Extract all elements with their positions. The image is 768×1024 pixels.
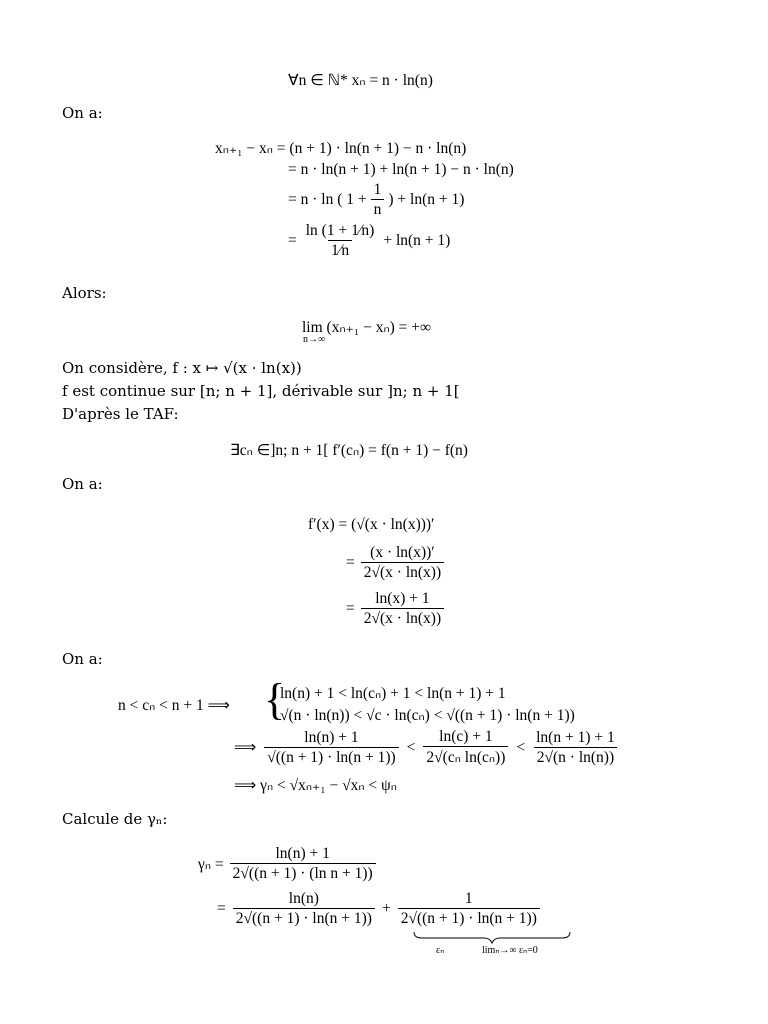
on-a-label-2: On a:: [62, 475, 103, 493]
continuity-line: f est continue sur [n; n + 1], dérivable sur ]n; n + 1[: [62, 382, 460, 400]
g2-f2-denominator: 2√((n + 1) · ln(n + 1)): [398, 908, 540, 928]
d3-numerator: 1: [373, 181, 382, 198]
difference-line-2: = n · ln(n + 1) + ln(n + 1) − n · ln(n): [288, 161, 514, 178]
calcule-label: Calcule de γₙ:: [62, 810, 168, 828]
alors-label: Alors:: [62, 284, 107, 302]
g2-plus: +: [381, 900, 391, 917]
inequality-left: n < cₙ < n + 1 ⟹: [118, 697, 230, 714]
imp2-lt-1: <: [406, 738, 416, 756]
d4-eq: =: [288, 232, 297, 249]
g1-fraction: [230, 845, 376, 883]
inequality-row-1: ln(n) + 1 < ln(cₙ) + 1 < ln(n + 1) + 1: [280, 685, 506, 702]
imp2-f3-numerator: ln(n + 1) + 1: [536, 728, 615, 746]
fp2-denominator: 2√(x · ln(x)): [361, 562, 444, 582]
fp2-fraction: [361, 544, 444, 582]
limit-line: lim (xₙ₊₁ − xₙ) = +∞: [302, 319, 432, 336]
imp2-fraction-2: [423, 728, 508, 767]
fp3-eq: =: [346, 600, 355, 617]
implication-line-2: [234, 728, 618, 767]
system-brace: {: [264, 675, 286, 724]
imp2-f2-denominator: 2√(cₙ ln(cₙ)): [423, 746, 508, 767]
g2-fraction-2: [398, 890, 540, 928]
imp2-fraction-1: [264, 729, 398, 767]
implication-line-3: ⟹ γₙ < √xₙ₊₁ − √xₙ < ψₙ: [234, 777, 397, 794]
taf-line: D'après le TAF:: [62, 405, 179, 423]
d4-fraction: [303, 222, 378, 260]
d3-fraction: [371, 181, 385, 219]
imp2-fraction-3: [533, 729, 618, 767]
inequality-row-2: √(n · ln(n)) < √c · ln(cₙ) < √((n + 1) · ln(n + 1)): [280, 707, 575, 724]
d3-left: = n · ln ( 1 +: [288, 191, 367, 208]
on-a-label-3: On a:: [62, 650, 103, 668]
derivative-line-2: [346, 544, 444, 582]
g2-f1-numerator: ln(n): [288, 890, 319, 907]
fp3-fraction: [361, 590, 444, 628]
imp2-f1-numerator: ln(n) + 1: [304, 728, 359, 746]
exists-line: ∃cₙ ∈]n; n + 1[ f′(cₙ) = f(n + 1) − f(n): [230, 442, 468, 459]
imp2-lt-2: <: [516, 738, 526, 756]
imp2-f1-denominator: √((n + 1) · ln(n + 1)): [264, 747, 398, 767]
gamma-line-1: [198, 845, 376, 883]
underbrace-epsilon: εₙ: [436, 945, 445, 956]
fp2-numerator: (x · ln(x))′: [370, 544, 435, 561]
on-a-label: On a:: [62, 104, 103, 122]
g1-numerator: ln(n) + 1: [275, 845, 330, 862]
g2-eq: =: [217, 900, 226, 917]
imp2-f2-numerator: ln(c) + 1: [439, 728, 493, 745]
fp3-denominator: 2√(x · ln(x)): [361, 608, 444, 628]
derivative-line-3: [346, 590, 444, 628]
difference-line-1: xₙ₊₁ − xₙ = (n + 1) · ln(n + 1) − n · ln(n): [215, 140, 467, 157]
d3-right: ) + ln(n + 1): [388, 191, 465, 208]
d3-denominator: n: [371, 199, 385, 219]
underbrace-limit: limₙ→∞ εₙ=0: [482, 945, 538, 956]
d4-right: + ln(n + 1): [383, 232, 451, 249]
definition-line: ∀n ∈ ℕ* xₙ = n · ln(n): [288, 72, 433, 89]
g1-denominator: 2√((n + 1) · (ln n + 1)): [230, 863, 376, 883]
g2-fraction-1: [233, 890, 375, 928]
consider-line: On considère, f : x ↦ √(x · ln(x)): [62, 359, 302, 377]
limit-subscript: n→∞: [303, 334, 326, 345]
gamma-line-2: [217, 890, 540, 928]
imp2-f3-denominator: 2√(n · ln(n)): [534, 747, 617, 767]
g1-lhs: γₙ =: [198, 855, 224, 873]
fp2-eq: =: [346, 554, 355, 571]
g2-f2-numerator: 1: [464, 890, 473, 907]
d4-denominator: 1⁄n: [328, 240, 352, 260]
g2-f1-denominator: 2√((n + 1) · ln(n + 1)): [233, 908, 375, 928]
underbrace: [412, 930, 572, 944]
difference-line-3: [288, 181, 464, 219]
difference-line-4: [288, 222, 450, 260]
fp3-numerator: ln(x) + 1: [375, 590, 430, 607]
derivative-line-1: f′(x) = (√(x · ln(x)))′: [308, 516, 435, 533]
d4-numerator: ln (1 + 1⁄n): [305, 222, 375, 239]
imp2-arrow: ⟹: [234, 739, 257, 756]
